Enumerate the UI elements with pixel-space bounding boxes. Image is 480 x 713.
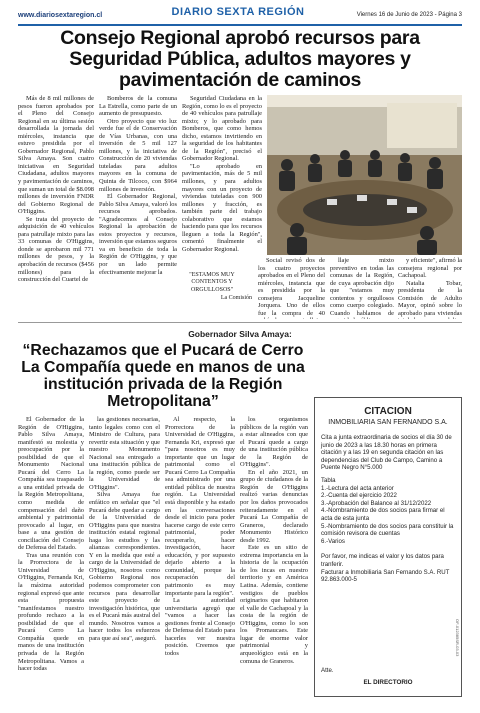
paragraph: Más de 8 mil millones de pesos fueron aprobados por el Pleno del Consejo Regional en su última sesión desarrollada la jornada del miércoles, instancia que estuvo presidida por el Gobernador Regional, Pablo Silva Amaya. Son cuatro iniciativas en Seguridad Ciudadana, adultos mayores y pavimentación de caminos, que suman un total de $8.098 millones de inversión FNDR del Gobierno Regional de O'Higgins. [18, 95, 94, 216]
agenda-list [321, 485, 455, 546]
article1-col-3 [182, 95, 262, 267]
pull-quote [172, 272, 252, 302]
article2-headline: “Rechazamos que el Pucará de Cerro La Compañía quede en manos de una institución privada de la Región Metropolitana” [21, 342, 305, 410]
paragraph: Silva Amaya fue enfático en señalar que "el Pucará debe quedar a cargo de la Universidad de O'Higgins para que nuestra institución estatal regional haga los estudios y las alianzas correspondientes. Y en la medida que esté a cargo de la Universidad de O'Higgins, nosotros como Gobierno Regional nos podemos comprometer con recursos para desarrollar este proyecto de investigación histórica, que es el Pucará más austral del mundo. Nosotros vamos a hacer todos los esfuerzos para que así sea", aseguró. [89, 491, 160, 642]
signature: EL DIRECTORIO [363, 679, 413, 686]
article2-col-1 [18, 416, 84, 706]
paragraph: Este es un sitio de extrema importancia en la historia de la ocupación de los incas en nuestro territorio y en América Latina. Además, contiene vestigios de pueblos originarios que habitaron el valle de Cachapoal y la costa de la región de O'Higgins, como lo son los Promaucaes. Este lugar de enorme valor patrimonial y arqueológico está en la comuna de Graneros. [240, 544, 308, 665]
paragraph: Bomberos de la comuna La Estrella, como parte de un aumento de presupuesto. [99, 95, 177, 118]
closing-atte: Atte. [321, 667, 334, 674]
caption-lead: La Comisión [220, 294, 252, 301]
article1-headline: Consejo Regional aprobó recursos para Seguridad Pública, adultos mayores y pavimentación de caminos [60, 27, 420, 91]
article2-col-3 [165, 416, 235, 706]
header-rule [18, 24, 462, 26]
article1-col-5 [330, 257, 394, 319]
masthead: DIARIO SEXTA REGIÓN [171, 6, 305, 18]
citation-company: INMOBILIARIA SAN FERNANDO S.A. [328, 419, 448, 426]
agenda-item: 6.-Varios [321, 537, 345, 545]
article2-col-2 [89, 416, 160, 706]
council-meeting-photo [267, 95, 462, 255]
paragraph: y eficiente", afirmó la consejera regional por Cachapoal. [398, 257, 462, 280]
paragraph: El Gobernador de la Región de O'Higgins, Pablo Silva Amaya, manifestó su molestia y preocupación por la posibilidad de que el Monumento Nacional Pucará del Cerro La Compañía sea traspasado a una entidad privada de la Región Metropolitana, como medida de compensación del daño ambiental y patrimonial provocado al lugar, en base a una gestión de conciliación del Consejo de Defensa del Estado. [18, 416, 84, 552]
citation-title: CITACION [364, 406, 412, 417]
agenda-item: 2.-Cuenta del ejercicio 2022 [321, 492, 397, 500]
paragraph: las gestiones necesarias, tanto legales como con el Ministro de Cultura, para revertir esta situación y que nuestro Monumento Nacional sea entregado a una institución pública de la región, como puede ser la Universidad de O'Higgins". [89, 416, 160, 491]
paragraph: Otro proyecto que vio luz verde fue el de Conservación de Vías Urbanas, con una inversión de 5 mil 127 millones, y la iniciativa de Construcción de 20 viviendas tuteladas para adultos mayores en la comuna de Quinta de Tilcoco, con $964 millones de inversión. [99, 117, 177, 193]
paragraph: Se trata del proyecto de adquisición de 40 vehículos para patrullaje mixto para las 33 comunas de O'Higgins, donde se aprobaron mil 771 millones de pesos, y la aprobación de recursos ($456 millones) para la construcción del Cuartel de [18, 215, 94, 284]
billing-info: Facturar a Inmobiliaria San Fernando S.A. RUT 92.863.000-5 [321, 568, 450, 584]
agenda-item: 1.-Lectura del acta anterior [321, 484, 394, 492]
agenda-item: 4.-Nombramiento de dos socios para firmar el acta de esta junta [321, 507, 445, 522]
paragraph: llaje mixto preventivo en todas las comunas de la Región, de cuya aprobación dijo que "estamos muy contentos y orgullosos como cuerpo colegiado. Cuando hablamos de [330, 257, 394, 317]
article1-col-1 [18, 95, 94, 317]
paragraph: El Gobernador Regional, Pablo Silva Amaya, valoró los recursos aprobados. "Agradecemos al Consejo Regional la aprobación de estos proyectos y recursos, inversión que estamos seguros va en beneficio de toda la Región de O'Higgins, y que por un lado permite efectivamente mejorar la [99, 193, 177, 276]
ad-code: OF-012385SR-03-03 [455, 618, 460, 656]
council-meeting-image [267, 95, 462, 255]
paragraph: "Lo aprobado en pavimentación, más de 5 mil millones, y para adultos mayores con un proyecto de viviendas tuteladas con 900 millones y fracción, es también parte del trabajo colaborativo que estamos haciendo para que los recursos lleguen a toda la Región", comentó finalmente el Gobernador Regional. [182, 162, 262, 253]
paragraph: Natalia Tobar, presidenta de la Comisión de Adulto Mayor, opinó sobre lo aprobado para viviendas [398, 279, 462, 317]
article1-col-6 [398, 257, 462, 319]
paragraph: Seguridad Ciudadana en la Región, como lo es el proyecto de 40 vehículos para patrullaje mixto; y lo aprobado para Bomberos, que como hemos dicho, estamos invirtiendo en la seguridad de los habitantes de la Región", precisó el Gobernador Regional. [182, 95, 262, 163]
agenda-item: 3.-Aprobación del Balance al 31/12/2022 [321, 499, 432, 507]
agenda-label: Tabla [321, 476, 336, 484]
site-url[interactable]: www.diariosextaregion.cl [18, 12, 103, 19]
agenda-item: 5.-Nombramiento de dos socios para constituir la comisión revisora de cuentas [321, 522, 454, 538]
paragraph: Al respecto, la Prorrectora de la Universidad de O'Higgins, Fernanda Kri, expresó que "para nosotros es muy importante que un lugar patrimonial como el Pucará Cerro La Compañía sea administrado por una entidad pública de nuestra región. La Universidad está disponible y ha estado en las conversaciones desde el inicio para poder hacerse cargo de este cerro patrimonial, poder recuperarlo, hacer investigación, hacer educación, y por supuesto dejarlo abierto a la comunidad, porque la recuperación del patrimonio es muy importante para la región". [165, 416, 235, 597]
pull-quote-text: "ESTAMOS MUY CONTENTOS Y ORGULLOSOS" [189, 272, 235, 293]
paragraph: En el año 2021, un grupo de ciudadanos de la Región de O'Higgins realizó varias denuncias por los daños provocados reiteradamente en el Pucará La Compañía de Graneros, declarado Monumento Histórico desde 1992. [240, 468, 308, 544]
transfer-note: Por favor, me indicas el valor y los datos para tranferir. [321, 553, 444, 568]
paragraph: Tras una reunión con la Prorrectora de la Universidad de O'Higgins, Fernanda Kri, la máxima autoridad regional expresó que ante esta propuesta "manifestamos nuestro profundo rechazo a la posibilidad de que el Pucará Cerro La Compañía quede en manos de una institución privada de la Región Metropolitana. Vamos a hacer todas [18, 551, 84, 673]
paragraph: los organismos públicos de la región van a estar alineados con que el Pucará quede a cargo de una institución pública de la Región de O'Higgins". [240, 416, 308, 469]
article-separator [18, 322, 462, 323]
citation-body [315, 434, 461, 584]
paragraph: Social revisó dos de los cuatro proyectos aprobados en el Pleno del miércoles, instancia que es presidida por la consejera Jacqueline Jorquera. Uno de ellos fue la compra de 40 [258, 257, 325, 317]
article2-col-4 [240, 416, 308, 706]
date-page: Viernes 16 de Junio de 2023 - Página 3 [356, 12, 462, 18]
citation-notice [314, 397, 462, 697]
citation-intro: Cita a junta extraordinaria de socios el día 30 de junio de 2023 a las 18.30 horas en primera citación y a las 19 en segunda citación en las dependencias del Club de Campo, Camino a Puente Negro N°5.000 [321, 434, 452, 472]
article1-col-4 [258, 257, 325, 319]
article2-kicker: Gobernador Silva Amaya: [188, 329, 292, 339]
paragraph: La autoridad universitaria agregó que "vamos a hacer las gestiones frente al Consejo de Defensa del Estado para hacerles ver nuestra posición. Creemos que todos [165, 597, 235, 657]
article1-col-2 [99, 95, 177, 317]
page-header [18, 3, 462, 27]
